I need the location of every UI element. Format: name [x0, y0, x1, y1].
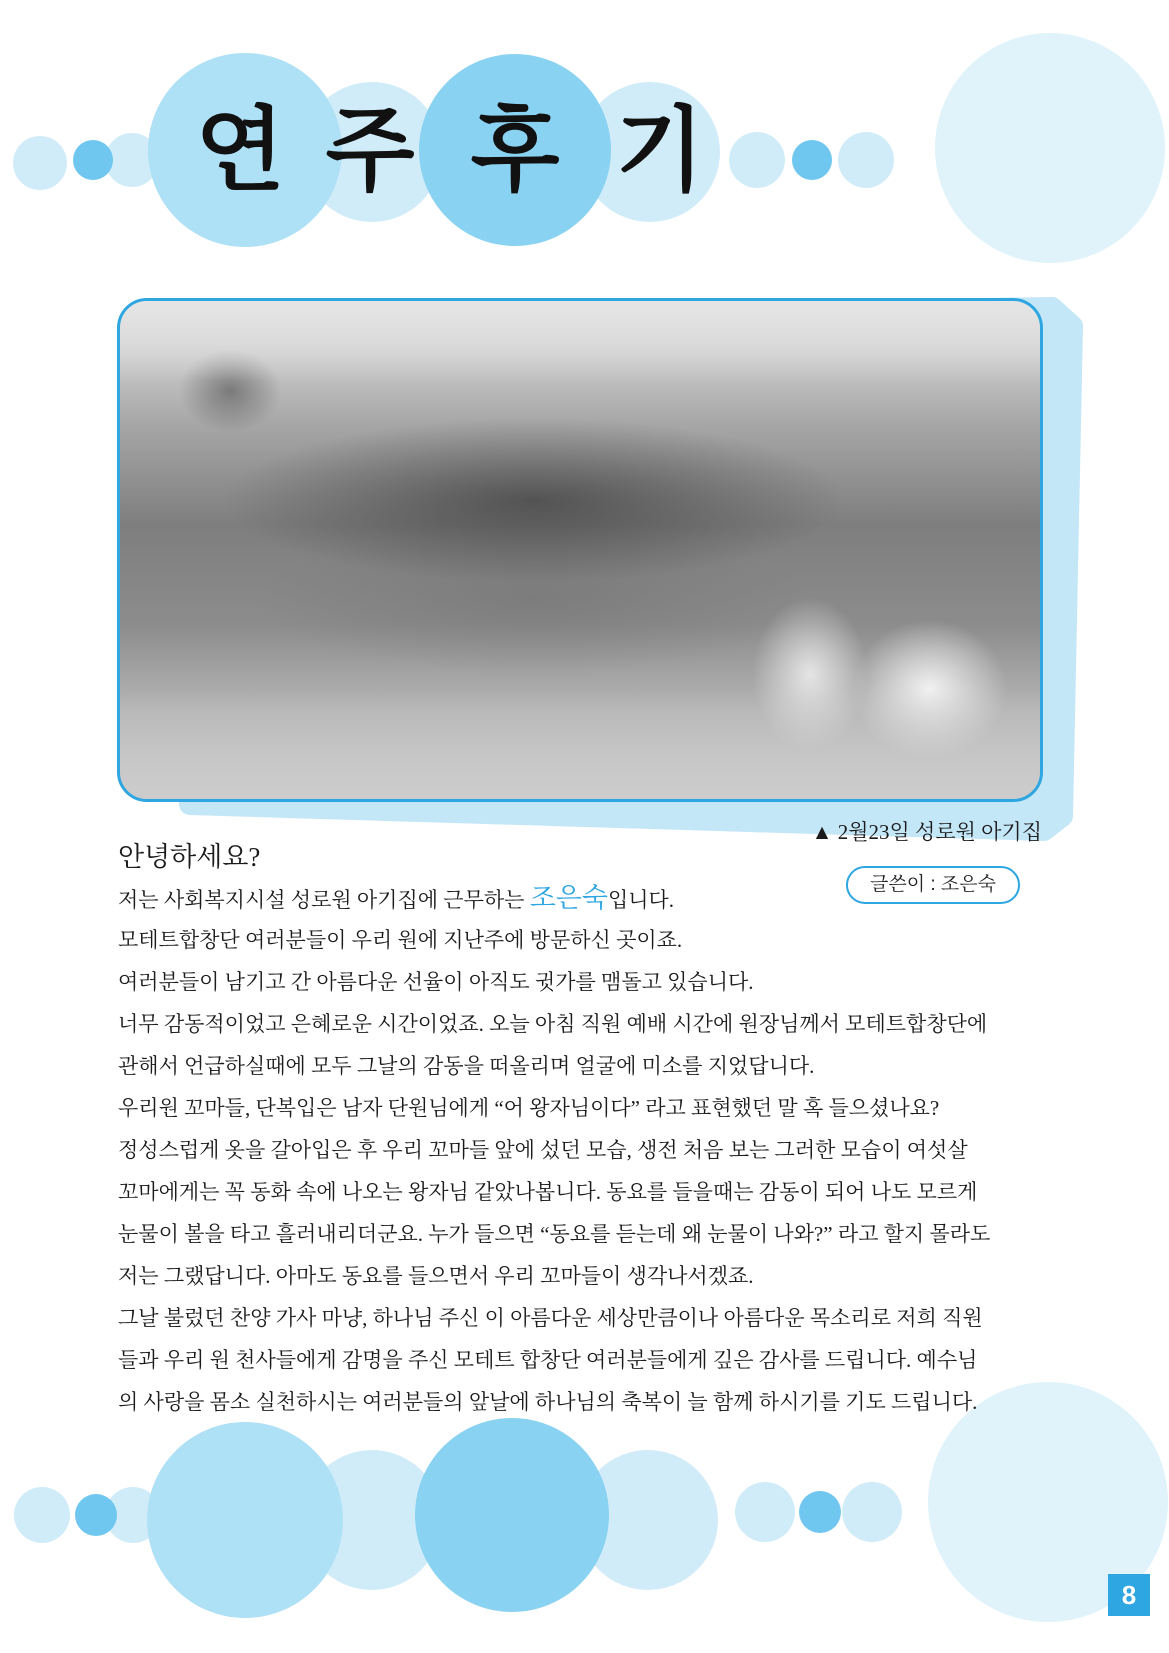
body-line: 정성스럽게 옷을 갈아입은 후 우리 꼬마들 앞에 섰던 모습, 생전 처음 보는 그러한 모습이 여섯살 — [118, 1138, 968, 1162]
body-line — [118, 877, 1058, 919]
title-char: 연 — [195, 96, 285, 204]
decor-circle — [147, 1422, 343, 1618]
body-line: 들과 우리 원 천사들에게 감명을 주신 모테트 합창단 여러분들에게 깊은 감사를 드립니다. 예수님 — [118, 1348, 978, 1372]
decor-circle — [729, 132, 785, 188]
group-photo — [117, 298, 1043, 802]
decor-circle — [799, 1491, 841, 1533]
body-line: 관해서 언급하실때에 모두 그날의 감동을 떠올리며 얼굴에 미소를 지었답니다. — [118, 1054, 815, 1078]
author-badge: 글쓴이 : 조은숙 — [846, 866, 1020, 904]
body-line: 우리원 꼬마들, 단복입은 남자 단원님에게 “어 왕자님이다” 라고 표현했던 말 혹 들으셨나요? — [118, 1096, 940, 1120]
title-char: 기 — [615, 96, 705, 204]
page-number: 8 — [1108, 1574, 1150, 1616]
decor-circle — [75, 1494, 117, 1536]
greeting-heading: 안녕하세요? — [118, 842, 261, 872]
body-line: 여러분들이 남기고 간 아름다운 선율이 아직도 귓가를 맴돌고 있습니다. — [118, 970, 754, 994]
title-char: 후 — [470, 96, 560, 204]
photo-caption: ▲ 2월23일 성로원 아기집 — [811, 820, 1042, 844]
body-line: 저는 그랬답니다. 아마도 동요를 들으면서 우리 꼬마들이 생각나서겠죠. — [118, 1264, 754, 1288]
intro-prefix: 저는 사회복지시설 성로원 아기집에 근무하는 — [118, 888, 530, 912]
decor-circle — [838, 132, 894, 188]
body-line: 모테트합창단 여러분들이 우리 원에 지난주에 방문하신 곳이죠. — [118, 928, 683, 952]
title-char: 주 — [325, 96, 415, 204]
article-body — [118, 877, 1058, 1423]
body-line: 꼬마에게는 꼭 동화 속에 나오는 왕자님 같았나봅니다. 동요를 들을때는 감동이 되어 나도 모르게 — [118, 1180, 978, 1204]
body-line: 그날 불렀던 찬양 가사 마냥, 하나님 주신 이 아름다운 세상만큼이나 아름다운 목소리로 저희 직원 — [118, 1306, 983, 1330]
decor-circle — [415, 1418, 609, 1612]
body-line: 너무 감동적이었고 은혜로운 시간이었죠. 오늘 아침 직원 예배 시간에 원장님께서 모테트합창단에 — [118, 1012, 988, 1036]
decor-circle — [13, 136, 67, 190]
decor-circle — [792, 140, 832, 180]
body-line: 눈물이 볼을 타고 흘러내리더군요. 누가 들으면 “동요를 듣는데 왜 눈물이 나와?” 라고 할지 몰라도 — [118, 1222, 991, 1246]
decor-circle — [842, 1482, 902, 1542]
decor-circle — [735, 1482, 795, 1542]
decor-circle — [935, 33, 1165, 263]
decor-circle — [73, 140, 113, 180]
photo-ceiling-shade — [120, 301, 1040, 381]
intro-suffix: 입니다. — [607, 888, 675, 912]
decor-circle — [14, 1487, 70, 1543]
body-line: 의 사랑을 몸소 실천하시는 여러분들의 앞날에 하나님의 축복이 늘 함께 하시기를 기도 드립니다. — [118, 1390, 978, 1414]
author-name-highlight: 조은숙 — [529, 883, 608, 913]
photo-floor-shade — [120, 689, 1040, 799]
